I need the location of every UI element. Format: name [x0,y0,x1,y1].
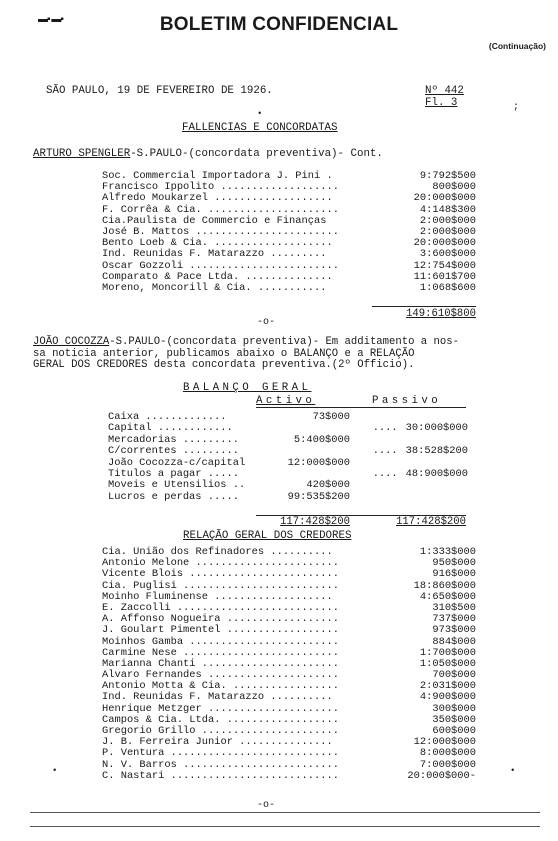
continuation-label: (Continuação) [488,41,546,51]
page-title: BOLETIM CONFIDENCIAL [159,14,399,35]
creditor-amount: 1:050$000 [419,657,476,670]
creditor-amount: 8:000$000 [419,747,476,760]
creditor-name: Moreno, Moncorill & Cia. ........... [102,281,327,294]
creditor-amount: 916$000 [432,568,476,581]
creditor-name: Antonio Melone ....................... [102,557,339,570]
creditor-name: J. B. Ferreira Junior ............... [102,736,333,749]
creditor-amount: 884$000 [432,635,476,648]
creditor-amount: 12:754$000 [413,259,476,272]
separator: -o- [257,317,276,328]
creditor-amount: 11:601$700 [413,270,476,283]
section-heading: FALLENCIAS E CONCORDATAS [182,122,338,134]
creditor-amount: 2:031$000 [419,680,476,693]
creditor-list-2 [102,547,476,782]
case-joao-cocozza [33,337,459,372]
creditor-name: P. Ventura ........................... [102,747,339,760]
creditor-name: Cia. União dos Refinadores .......... [102,546,333,558]
passivo-header: Passivo [372,395,442,407]
creditor-amount: 1:333$000 [419,546,476,558]
creditor-row [102,249,476,260]
creditor-name: Comparato & Pace Ltda. .............. [102,270,333,283]
activo-value: 12:000$000 [287,456,350,469]
case-text: -S.PAULO-(concordata preventiva)- Em additamento a nos- [109,336,459,348]
creditor-list-1 [102,171,476,294]
balance-row [108,492,468,503]
creditor-name: Gregorio Grillo ...................... [102,725,339,737]
relation-title: RELAÇÃO GERAL DOS CREDORES [183,530,352,542]
creditor-name: Moinhos Gamba ........................ [102,635,339,648]
creditor-name: Moinho Fluminense ................... [102,590,333,603]
creditor-name: N. V. Barros ......................... [102,758,339,771]
creditor-amount: 950$000 [432,557,476,570]
creditor-amount: 3:600$000 [419,248,476,261]
creditor-name: Ind. Reunidas F. Matarazzo ......... [102,248,327,261]
creditor-name: Carmine Nese ......................... [102,646,339,659]
total-passivo: 117:428$200 [396,516,466,528]
creditor-amount: 737$000 [432,613,476,626]
creditor-name: Marianna Chanti ...................... [102,657,339,670]
creditor-amount: 4:650$000 [419,590,476,603]
creditor-total-1: 149:610$800 [372,306,476,320]
creditor-name: Antonio Motta & Cia. ................. [102,680,339,693]
creditor-amount: 2:000$000 [419,225,476,238]
activo-value: 420$000 [306,479,350,492]
creditor-row [102,771,476,782]
creditor-name: Cia.Paulista de Commercio e Finanças [102,214,327,227]
creditor-name: Bento Loeb & Cia. ................... [102,237,333,250]
creditor-amount: 4:148$300 [419,203,476,216]
balance-table [108,412,468,503]
creditor-name: A. Affonso Nogueira .................. [102,613,339,626]
creditor-amount: 600$000 [432,725,476,737]
activo-header: Activo [256,395,316,407]
balance-label: Caixa ............. [108,411,227,423]
case-arturo-spengler [33,148,383,160]
case-line: GERAL DOS CREDORES desta concordata preventiva.(2º Officio). [33,359,415,371]
creditor-amount: 1:068$600 [419,281,476,294]
creditor-amount: 310$500 [432,601,476,614]
creditor-amount: 20:000$000- [407,769,476,782]
leader-dots: .... [372,422,398,435]
case-line [33,337,459,349]
passivo-value [373,446,468,457]
creditor-row [102,748,476,759]
leader-dots: .... [372,467,398,480]
header-rule [256,407,466,408]
leader-dots: .... [372,445,398,458]
balance-label: Mercadorias ......... [108,433,239,446]
bullet-mark: • [52,766,58,776]
balance-label: C/correntes ......... [108,445,239,458]
footer-rule [30,812,540,813]
balance-label: Lucros e perdas ..... [108,490,239,503]
total-activo: 117:428$200 [280,516,350,528]
creditor-name: F. Corrêa & Cia. ..................... [102,203,339,216]
creditor-name: Vicente Blois ........................ [102,568,339,581]
creditor-name: J. Goulart Pimentel .................. [102,624,339,637]
creditor-name: Ind. Reunidas F. Matarazzo .......... [102,691,333,704]
creditor-name: Francisco Ippolito ................... [102,181,339,194]
creditor-amount: 700$000 [432,669,476,682]
creditor-row [102,193,476,204]
creditor-row [102,261,476,272]
creditor-row [102,625,476,636]
creditor-row [102,637,476,648]
bullet-mark: • [257,109,263,119]
footer-rule [30,826,540,827]
creditor-amount: 18:860$000 [413,579,476,592]
case-name: JOÃO COCOZZA [33,336,110,348]
creditor-name: Alvaro Fernandes ..................... [102,669,339,682]
creditor-name: Cia. Puglisi ......................... [102,579,339,592]
margin-tick: ; [513,102,520,113]
creditor-name: Soc. Commercial Importadora J. Pini . [102,170,333,182]
balance-title: BALANÇO GERAL [183,382,312,394]
creditor-name: Henrique Metzger ..................... [102,702,339,715]
activo-value: 5:400$000 [293,433,350,446]
creditor-name: Alfredo Moukarzel ................... [102,192,333,205]
creditor-amount: 1:700$000 [419,646,476,659]
balance-totals [256,515,466,528]
creditor-name: José B. Mattos ....................... [102,225,339,238]
creditor-amount: 7:000$000 [419,758,476,771]
passivo-amount: 30:000$000 [405,422,468,435]
issue-no: Nº 442 [425,85,464,97]
case-description: -S.PAULO-(concordata preventiva)- Cont. [130,148,383,160]
creditor-amount: 4:900$000 [419,691,476,704]
creditor-name: C. Nastari ........................... [102,769,339,782]
balance-label: Moveis e Utensilios .. [108,479,246,492]
passivo-value [373,423,468,434]
balance-label: Capital ............ [108,422,233,435]
creditor-row [102,283,476,294]
creditor-name: Campos & Cia. Ltda. .................. [102,713,339,726]
activo-value: 73$000 [312,411,350,423]
bullet-mark: • [510,766,516,776]
balance-label: Titulos a pagar ..... [108,467,239,480]
creditor-amount: 20:000$000 [413,237,476,250]
dateline: SÃO PAULO, 19 DE FEVEREIRO DE 1926. [46,85,273,97]
creditor-row [102,569,476,580]
creditor-row [102,692,476,703]
creditor-amount: 12:000$000 [413,736,476,749]
activo-value: 99:535$200 [287,490,350,503]
balance-label: João Cocozza-c/capital [108,456,246,469]
creditor-name: E. Zaccolli .......................... [102,601,339,614]
case-name: ARTURO SPENGLER [33,148,131,160]
case-line: sa noticia anterior, publicamos abaixo o BALANÇO e a RELAÇÃO [33,347,415,360]
creditor-amount: 2:000$000 [419,214,476,227]
passivo-amount: 38:528$200 [405,445,468,458]
issue-number [425,85,464,109]
creditor-amount: 973$000 [432,624,476,637]
folio: Fl. 3 [425,97,458,109]
passivo-value [373,469,468,480]
corner-mark: ▬▪ ▬▪ [38,14,63,25]
creditor-amount: 800$000 [432,181,476,194]
creditor-amount: 350$000 [432,713,476,726]
creditor-amount: 20:000$000 [413,192,476,205]
balance-row [108,446,468,457]
separator: -o- [257,800,276,811]
creditor-amount: 300$000 [432,702,476,715]
creditor-name: Oscar Gozzoli ........................ [102,259,339,272]
passivo-amount: 48:900$000 [405,467,468,480]
creditor-amount: 9:792$500 [419,170,476,182]
